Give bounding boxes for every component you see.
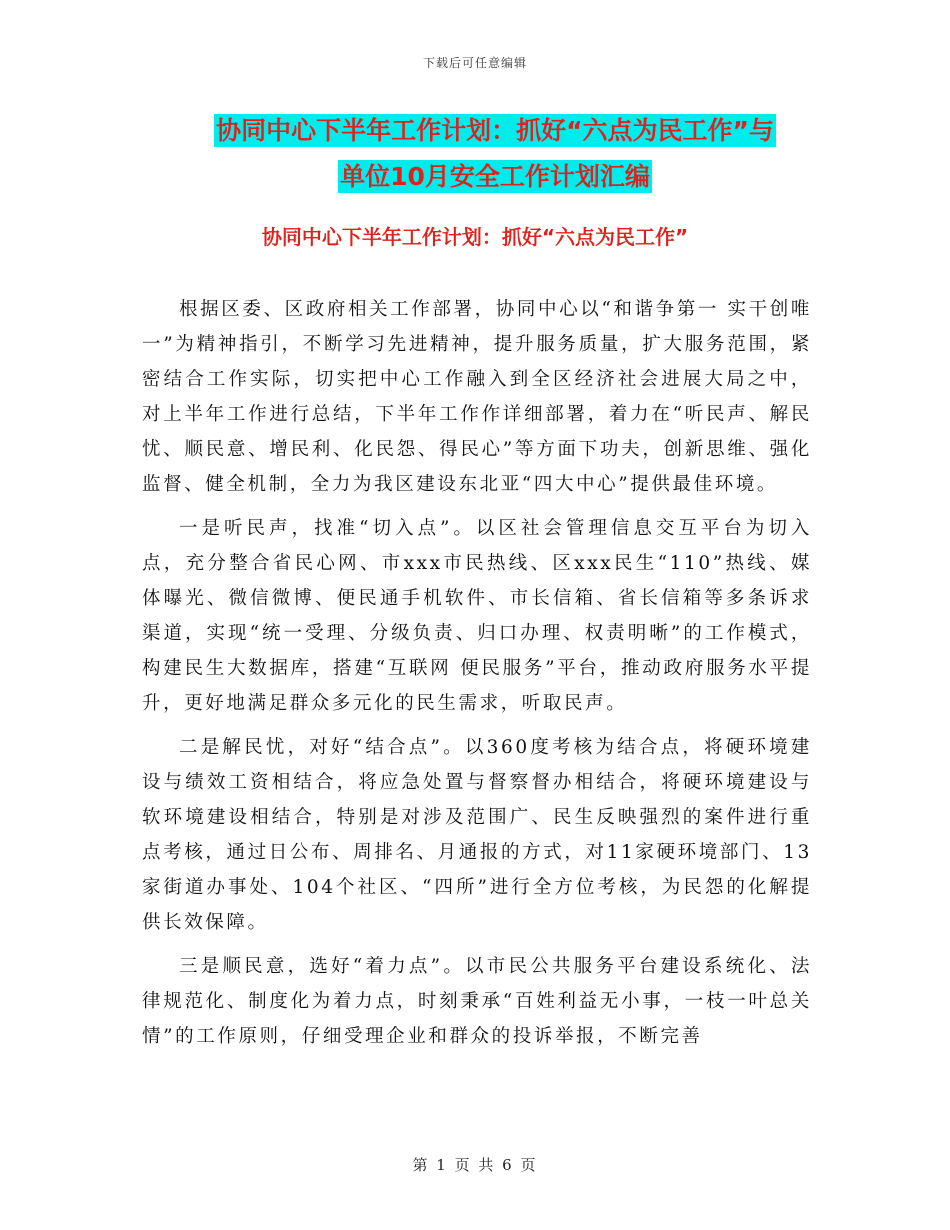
section-title: 协同中心下半年工作计划：抓好“六点为民工作” — [261, 225, 689, 249]
paragraph-point-2: 二是解民忧，对好“结合点”。以360度考核为结合点，将硬环境建设与绩效工资相结合，将应急处置与督察督办相结合，将硬环境建设与软环境建设相结合，特别是对涉及范围广、民生反映强烈的案件进行重点考核，通过日公布、周排名、月通报的方式，对11家硬环境部门、13家街道办事处、104个社区、“四所”进行全方位考核，为民怨的化解提供长效保障。 — [142, 737, 812, 933]
page-header-note: 下载后可任意编辑 — [422, 56, 527, 70]
document-title-line2: 单位10月安全工作计划汇编 — [340, 162, 650, 191]
document-title — [150, 108, 840, 200]
paragraph-point-3: 三是顺民意，选好“着力点”。以市民公共服务平台建设系统化、法律规范化、制度化为着力点，时刻秉承“百姓利益无小事，一枝一叶总关情”的工作原则，仔细受理企业和群众的投诉举报，不断完善 — [142, 956, 812, 1047]
paragraph-point-1: 一是听民声，找准“切入点”。以区社会管理信息交互平台为切入点，充分整合省民心网、市xxx市民热线、区xxx民生“110”热线、媒体曝光、微信微博、便民通手机软件、市长信箱、省长信箱等多条诉求渠道，实现“统一受理、分级负责、归口办理、权责明晰”的工作模式，构建民生大数据库，搭建“互联网 便民服务”平台，推动政府服务水平提升，更好地满足群众多元化的民生需求，听取民声。 — [142, 518, 812, 714]
paragraph-intro: 根据区委、区政府相关工作部署，协同中心以“和谐争第一 实干创唯一”为精神指引，不断学习先进精神，提升服务质量，扩大服务范围，紧密结合工作实际，切实把中心工作融入到全区经济社会进展大局之中，对上半年工作进行总结，下半年工作作详细部署，着力在“听民声、解民忧、顺民意、增民利、化民怨、得民心”等方面下功夫，创新思维、强化监督、健全机制，全力为我区建设东北亚“四大中心”提供最佳环境。 — [142, 299, 812, 495]
document-body — [142, 292, 812, 1063]
document-title-line1: 协同中心下半年工作计划：抓好“六点为民工作”与 — [216, 116, 774, 145]
page-number: 第 1 页 共 6 页 — [412, 1156, 538, 1174]
